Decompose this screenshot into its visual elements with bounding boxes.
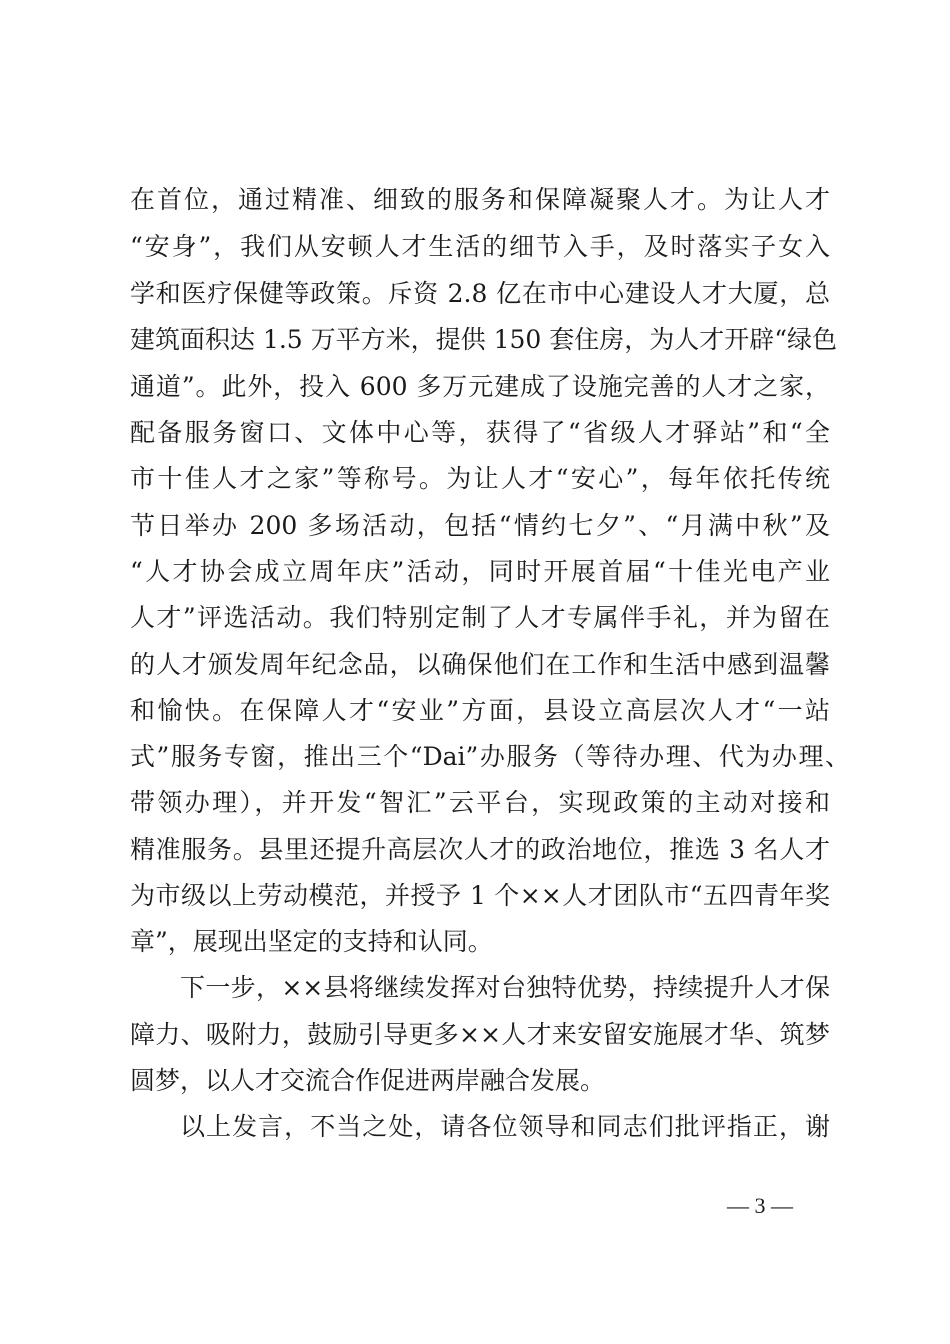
- body-text-line: 为市级以上劳动模范，并授予 1 个××人才团队市“五四青年奖: [130, 881, 830, 910]
- body-text-line: 章”，展现出坚定的支持和认同。: [130, 927, 493, 956]
- body-text-line: 的人才颁发周年纪念品，以确保他们在工作和生活中感到温馨: [130, 650, 830, 679]
- paragraph-first-line: 下一步，××县将继续发挥对台独特优势，持续提升人才保: [180, 973, 830, 1002]
- body-text-line: “安身”，我们从安顿人才生活的细节入手，及时落实子女入: [130, 232, 830, 261]
- body-text-line: 和愉快。在保障人才“安业”方面，县设立高层次人才“一站: [130, 696, 830, 725]
- body-text-line: 节日举办 200 多场活动，包括“情约七夕”、“月满中秋”及: [130, 511, 830, 540]
- body-text-line: 在首位，通过精准、细致的服务和保障凝聚人才。为让人才: [130, 185, 830, 214]
- body-text-line: 学和医疗保健等政策。斥资 2.8 亿在市中心建设人才大厦，总: [130, 279, 830, 308]
- body-text-line: 式”服务专窗，推出三个“Dai”办服务（等待办理、代为办理、: [130, 742, 850, 771]
- body-text-line: 障力、吸附力，鼓励引导更多××人才来安留安施展才华、筑梦: [130, 1020, 830, 1049]
- body-text-line: 人才”评选活动。我们特别定制了人才专属伴手礼，并为留在: [130, 603, 830, 632]
- paragraph-first-line: 以上发言，不当之处，请各位领导和同志们批评指正，谢: [180, 1112, 830, 1141]
- body-text-line: 建筑面积达 1.5 万平方米，提供 150 套住房，为人才开辟“绿色: [130, 325, 838, 354]
- body-text-line: 市十佳人才之家”等称号。为让人才“安心”，每年依托传统: [130, 464, 830, 493]
- body-text-line: 圆梦，以人才交流合作促进两岸融合发展。: [130, 1066, 606, 1095]
- body-text-line: 通道”。此外，投入 600 多万元建成了设施完善的人才之家，: [130, 372, 830, 401]
- body-text-line: 精准服务。县里还提升高层次人才的政治地位，推选 3 名人才: [130, 835, 830, 864]
- body-text-line: 带领办理），并开发“智汇”云平台，实现政策的主动对接和: [130, 788, 830, 817]
- body-text-line: “人才协会成立周年庆”活动，同时开展首届“十佳光电产业: [130, 557, 830, 586]
- page-number: — 3 —: [727, 1193, 793, 1218]
- body-text-line: 配备服务窗口、文体中心等，获得了“省级人才驿站”和“全: [130, 418, 830, 447]
